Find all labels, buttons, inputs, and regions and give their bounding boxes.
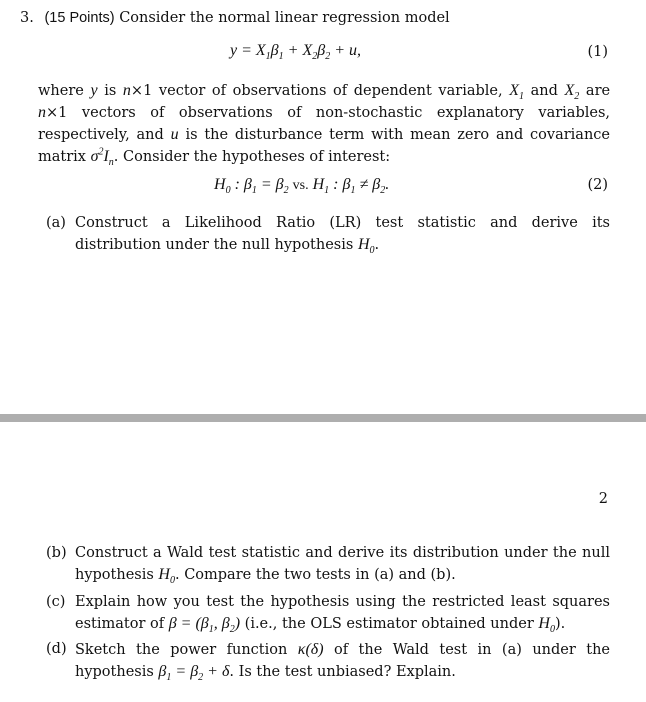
part-c: (c) Explain how you test the hypothesis using the restricted least squares estimator of $\beta = (\beta_1$, $\beta_2$) (i.e., the OLS estimator obtained under $H_0$). [46, 594, 610, 636]
part-d-label: (d) [46, 641, 67, 657]
model-description: where y is n×1 vector of observations of dependent variable, $X_1$ and $X_2$ are n×1 vectors of observations of non-stochastic explanatory variables, respectively, and u is the disturbance term with mean zero and covariance matrix $\sigma^2I_n$. Consider the hypotheses of interest: [38, 82, 611, 169]
question-number: 3. [20, 10, 34, 26]
question-intro: Consider the normal linear regression model [119, 10, 450, 26]
equation-2: $H_0$ : $\beta_1 = \beta_2$ vs. $H_1$ : $\beta_1 \ne \beta_2$. [214, 176, 390, 197]
equation-1: $y = X_1\beta_1 + X_2\beta_2 + u$, [230, 42, 361, 63]
question-points: (15 Points) [44, 10, 115, 26]
question-header [20, 10, 450, 26]
page-number: 2 [598, 491, 608, 507]
part-a: (a) Construct a Likelihood Ratio (LR) test statistic and derive its distribution under the null hypothesis $H_0$. [46, 215, 610, 257]
part-b: (b) Construct a Wald test statistic and derive its distribution under the null hypothesis $H_0$. Compare the two tests in (a) and (b). [46, 545, 610, 587]
part-d: (d) Sketch the power function κ(δ) of the Wald test in (a) under the hypothesis $\beta_1 = \beta_2 + \delta$. Is the test unbiased? Explain. [46, 641, 611, 684]
part-b-label: (b) [46, 545, 67, 561]
equation-2-label: (2) [587, 177, 608, 193]
part-a-label: (a) [46, 215, 66, 231]
part-c-label: (c) [46, 594, 66, 610]
equation-1-label: (1) [587, 44, 608, 60]
page-divider [0, 414, 646, 422]
